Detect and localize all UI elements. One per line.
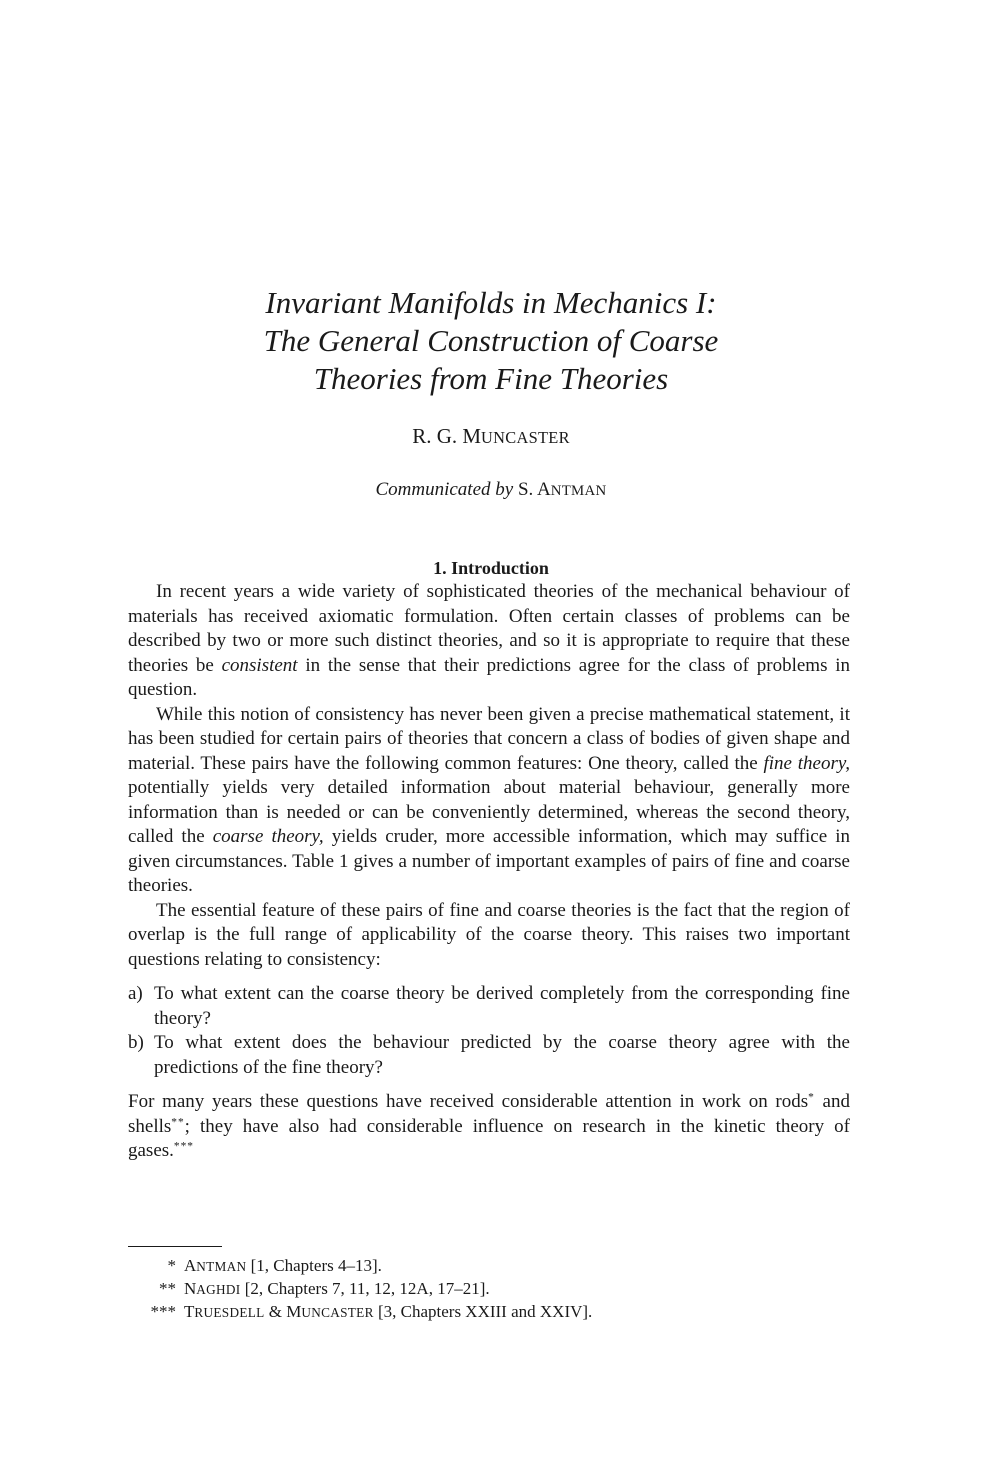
footnote-name-initial: T — [184, 1302, 195, 1321]
footnote-ref: [2, Chapters 7, 11, 12, 12A, 17–21]. — [240, 1279, 490, 1298]
author-name — [0, 423, 982, 451]
footnote-divider — [128, 1246, 222, 1247]
paragraph-1 — [128, 580, 850, 703]
footnote-joiner: & — [264, 1302, 287, 1321]
footnote-3 — [128, 1301, 850, 1324]
footnote-ref: [1, Chapters 4–13]. — [246, 1256, 382, 1275]
question-text: To what extent does the behaviour predicted by the coarse theory agree with the predictions of the fine theory? — [154, 1032, 850, 1078]
footnote-name-rest: AGHDI — [196, 1282, 241, 1297]
footnote-ref: [3, Chapters XXIII and XXIV]. — [373, 1302, 593, 1321]
communicated-by — [0, 478, 982, 503]
footnote-name-initial: A — [184, 1256, 197, 1275]
footnote-name-rest: RUESDELL — [194, 1305, 265, 1320]
footnote-stars: *** — [150, 1302, 176, 1321]
paragraph-2-text-c: yields cruder, more accessible information, which may suffice in given circumstances. Table 1 gives a number of important examples of pairs of fine and coarse theories. — [128, 826, 850, 896]
author-surname-rest: UNCASTER — [481, 428, 570, 447]
footnote-2 — [128, 1278, 850, 1301]
author-initials: R. G. M — [412, 424, 482, 448]
paragraph-2-emphasis-coarse: coarse theory, — [212, 826, 324, 847]
paragraph-1-emphasis: consistent — [221, 654, 298, 676]
section-heading: 1. Introduction — [433, 558, 549, 578]
communicator-initial: S. A — [517, 479, 551, 500]
title-line-3: Theories from Fine Theories — [313, 361, 669, 396]
question-item — [128, 982, 850, 1031]
footnote-name-initial: N — [184, 1279, 197, 1298]
communicator-rest: NTMAN — [550, 483, 607, 499]
paragraph-2-emphasis-fine: fine theory, — [763, 752, 850, 774]
paragraph-1-end: in the sense that their predictions agree for the class of problems in question. — [128, 654, 851, 700]
question-text: To what extent can the coarse theory be derived completely from the corresponding fine theory? — [154, 983, 850, 1029]
footnote-1 — [128, 1255, 850, 1278]
footnote-ref-2: ** — [171, 1116, 185, 1129]
paragraph-2-text-b: potentially yields very detailed information about material behaviour, generally more information than is needed or can be conveniently determined, whereas the second theory, called the — [128, 777, 850, 847]
communicated-label: Communicated by — [375, 479, 514, 500]
footnote-stars: * — [167, 1256, 176, 1275]
paragraph-4-text-a: For many years these questions have received considerable attention in work on rods — [128, 1091, 809, 1112]
footnotes — [128, 1255, 850, 1324]
footnote-stars: ** — [159, 1279, 176, 1298]
paragraph-4-text-c: ; they have also had considerable influence on research in the kinetic theory of gases. — [128, 1115, 850, 1161]
footnote-ref-3: *** — [173, 1140, 194, 1153]
paragraph-4 — [128, 1090, 850, 1164]
paragraph-1-text: In recent years a wide variety of sophisticated theories of the mechanical behaviour of materials has received axiomatic formulation. Often certain classes of problems can be described by two or more such distinct theories, and so it is appropriate to require that these theories be — [128, 581, 850, 676]
paragraph-4-text-b: and shells — [128, 1091, 850, 1137]
paragraph-3: The essential feature of these pairs of fine and coarse theories is the fact that the region of overlap is the full range of applicability of the coarse theory. This raises two important questions relating to consistency: — [128, 899, 850, 970]
footnote-name2-rest: UNCASTER — [301, 1305, 374, 1320]
question-marker: b) — [128, 1032, 144, 1053]
body-text — [128, 580, 850, 1164]
paragraph-2-text-a: While this notion of consistency has never been given a precise mathematical statement, it has been studied for certain pairs of theories that concern a class of bodies of given shape and material. These pairs have the following common features: One theory, called the — [128, 703, 850, 774]
paragraph-2 — [128, 703, 850, 899]
footnote-ref-1: * — [808, 1091, 815, 1104]
question-marker: a) — [128, 983, 143, 1004]
title-line-1: Invariant Manifolds in Mechanics I: — [265, 285, 717, 320]
footnote-name2-initial: M — [286, 1302, 302, 1321]
paper-title — [0, 284, 982, 398]
title-line-2: The General Construction of Coarse — [263, 323, 719, 358]
footnote-name-rest: NTMAN — [196, 1259, 247, 1274]
question-list — [128, 982, 850, 1080]
question-item — [128, 1031, 850, 1080]
